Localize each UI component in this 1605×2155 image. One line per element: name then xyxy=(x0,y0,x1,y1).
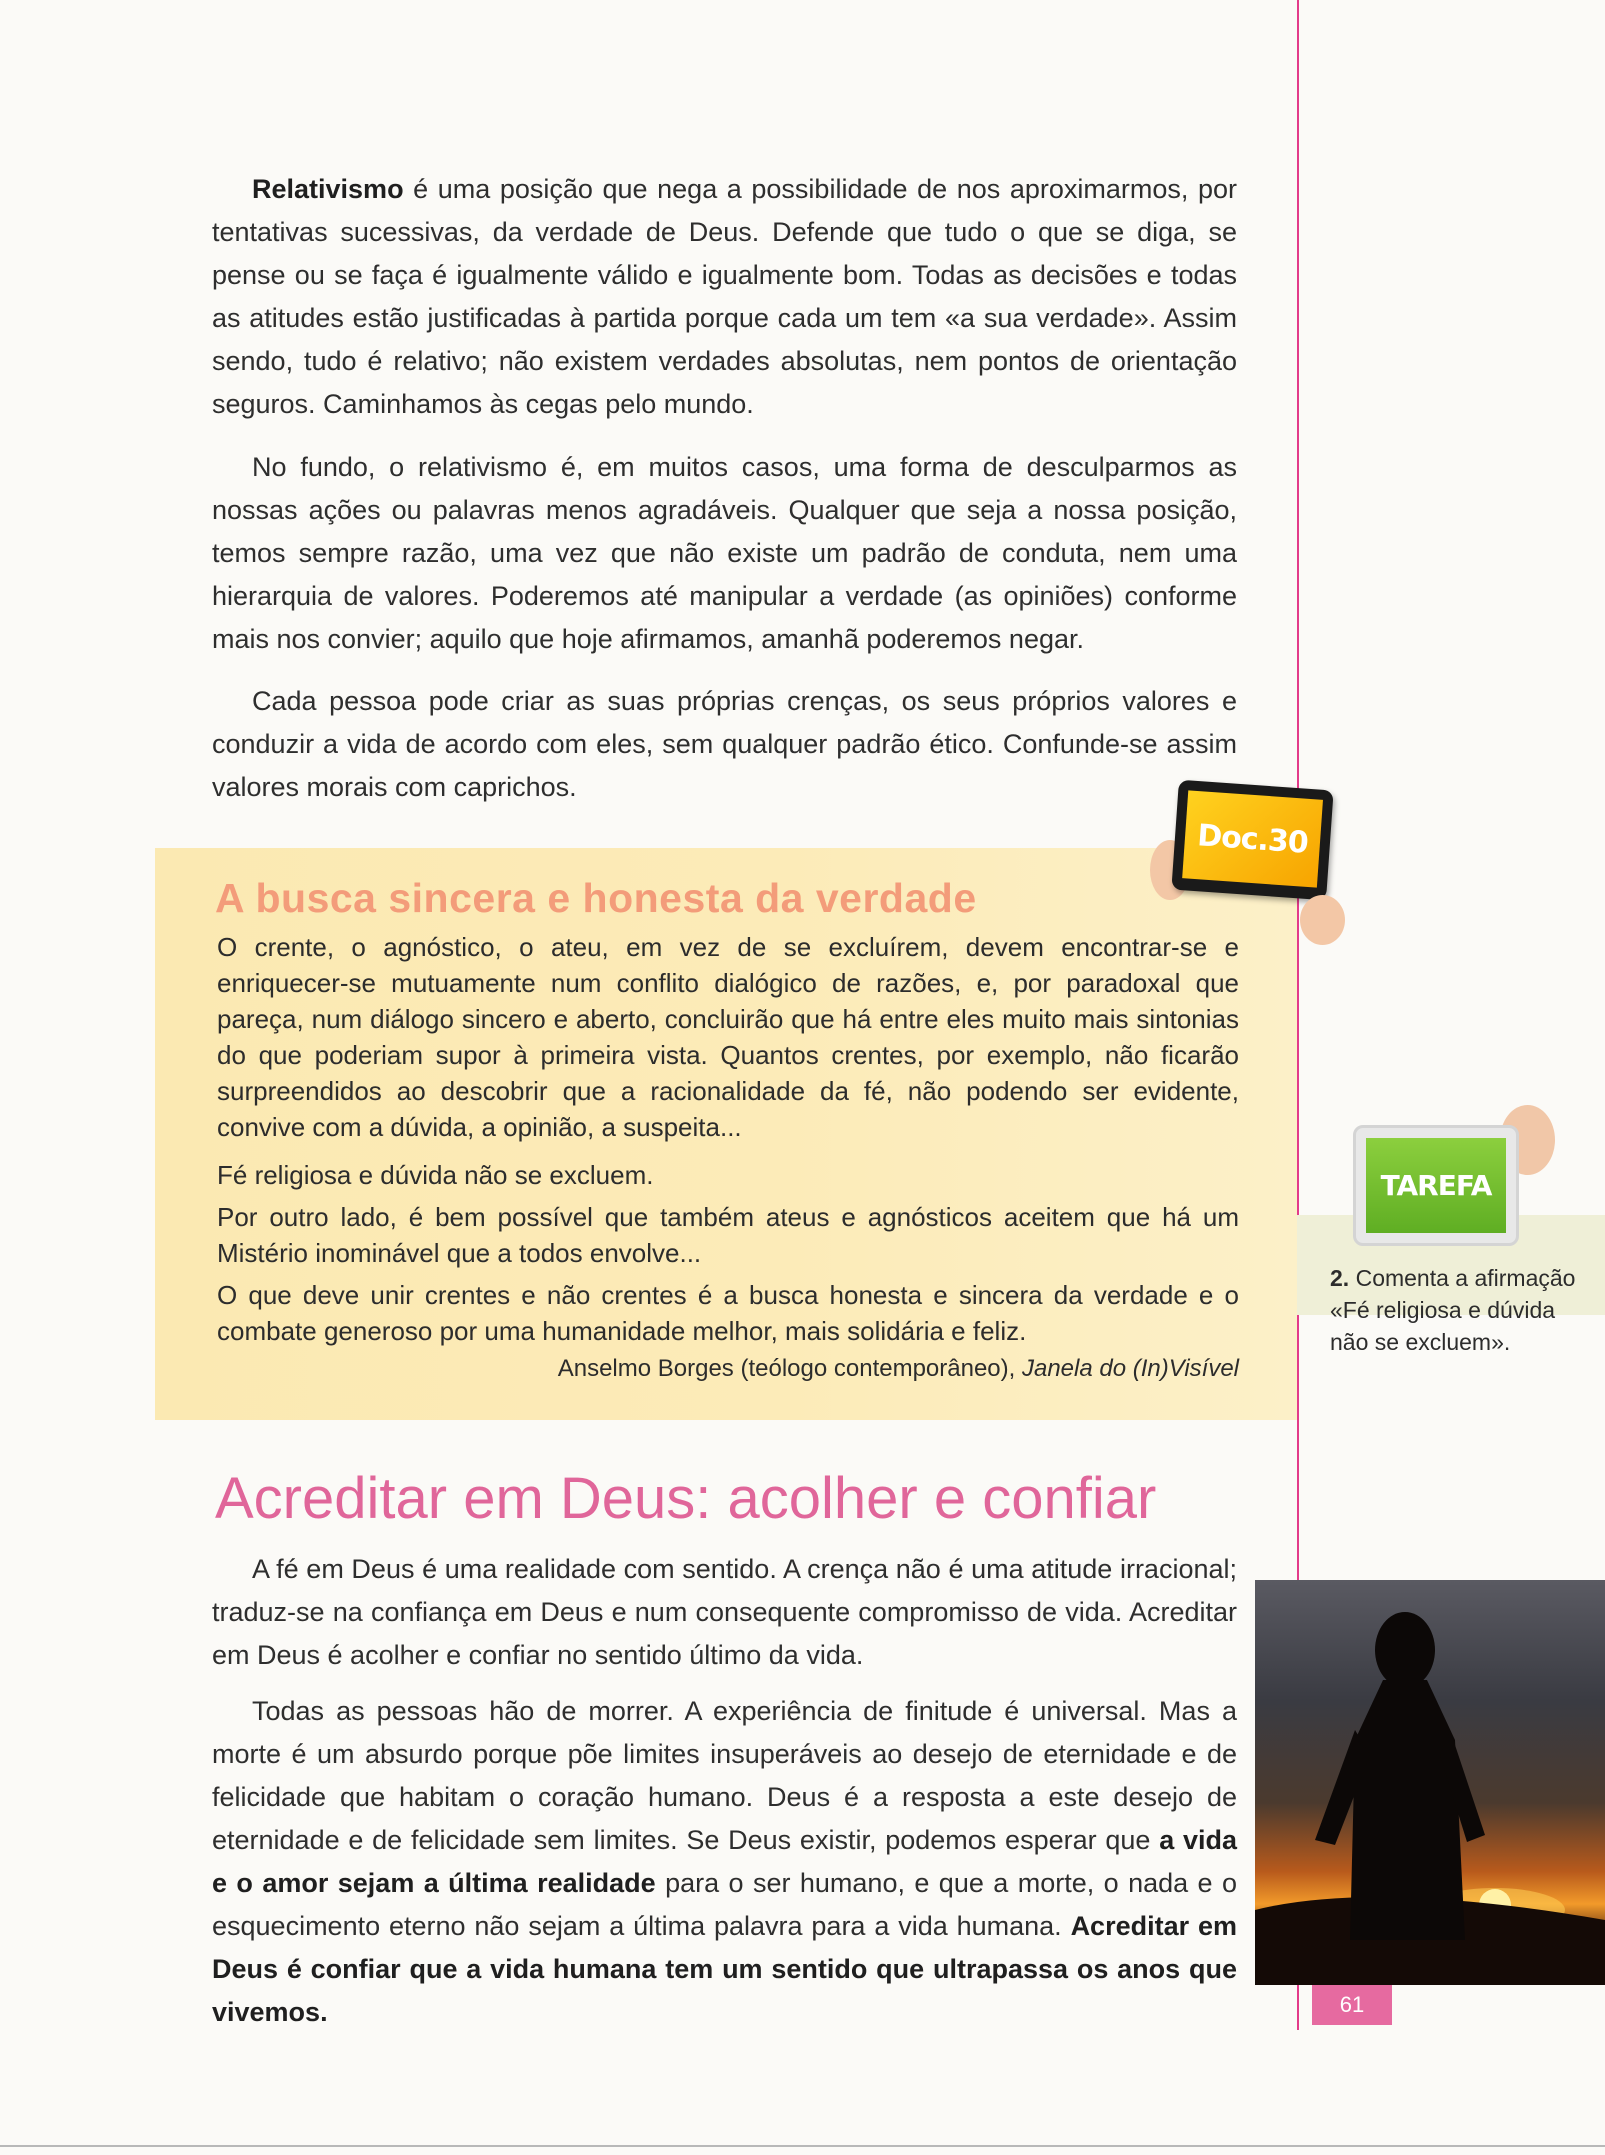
source-author: Anselmo Borges (teólogo contemporâneo), xyxy=(557,1355,1022,1382)
hand-right xyxy=(1300,895,1345,945)
tarefa-question-text: Comenta a afirmação «Fé religiosa e dúvida não se excluem». xyxy=(1330,1265,1576,1355)
section-title: Acreditar em Deus: acolher e confiar xyxy=(215,1466,1157,1531)
finitude-paragraph xyxy=(212,1690,1237,2034)
document-source xyxy=(217,1355,1239,1383)
silhouette-graphic xyxy=(1255,1580,1605,1985)
document-paragraph-3: Por outro lado, é bem possível que também ateus e agnósticos aceitem que há um Mistério inominável que a todos envolve... xyxy=(217,1202,1239,1268)
document-title: A busca sincera e honesta da verdade xyxy=(215,875,977,921)
tarefa-number: 2. xyxy=(1330,1265,1350,1291)
relativism-excuse-paragraph: No fundo, o relativismo é, em muitos casos, uma forma de desculparmos as nossas ações ou palavras menos agradáveis. Qualquer que seja a nossa posição, temos sempre razão, uma vez que não existe um padrão de conduta, nem uma hierarquia de valores. Poderemos até manipular a verdade (as opiniões) conforme mais nos convier; aquilo que hoje afirmamos, amanhã poderemos negar. xyxy=(212,452,1237,654)
document-paragraph-1: O crente, o agnóstico, o ateu, em vez de se excluírem, devem encontrar-se e enriquecer-se mutuamente num conflito dialógico de razões, e, por paradoxal que pareça, num diálogo sincero e aberto, concluirão que há entre eles muito mais sintonias do que poderiam supor à primeira vista. Quantos crentes, por exemplo, não ficarão surpreendidos ao descobrir que a racionalidade da fé, não podendo ser evidente, convive com a dúvida, a opinião, a suspeita... xyxy=(217,932,1239,1142)
personal-beliefs-paragraph: Cada pessoa pode criar as suas próprias crenças, os seus próprios valores e conduzir a vida de acordo com eles, sem qualquer padrão ético. Confunde-se assim valores morais com caprichos. xyxy=(212,686,1237,802)
finitude-text-a: Todas as pessoas hão de morrer. A experiência de finitude é universal. Mas a morte é um absurdo porque põe limites insuperáveis ao desejo de eternidade e de felicidade que habitam o coração humano. Deus é a resposta a este desejo de eternidade e de felicidade sem limites. Se Deus existir, podemos esperar que xyxy=(212,1696,1237,1855)
relativism-term: Relativismo xyxy=(252,174,404,204)
document-paragraph-4: O que deve unir crentes e não crentes é a busca honesta e sincera da verdade e o combate generoso por uma humanidade melhor, mais solidária e feliz. xyxy=(217,1280,1239,1346)
faith-paragraph: A fé em Deus é uma realidade com sentido. A crença não é uma atitude irracional; traduz-se na confiança em Deus e num consequente compromisso de vida. Acreditar em Deus é acolher e confiar no sentido último da vida. xyxy=(212,1554,1237,1670)
tarefa-tablet-icon xyxy=(1353,1125,1519,1246)
doc-badge: Doc.30 xyxy=(1182,790,1323,887)
tarefa-badge: TAREFA xyxy=(1366,1138,1506,1233)
finitude-bold-1: a vida e o amor sejam a última realidade xyxy=(212,1825,1237,1898)
sunset-silhouette-photo xyxy=(1255,1580,1605,1985)
finitude-bold-2: Acreditar em Deus é confiar que a vida humana tem um sentido que ultrapassa os anos que vivemos. xyxy=(212,1911,1238,2027)
source-work: Janela do (In)Visível xyxy=(1021,1355,1239,1382)
finitude-text-c: para o ser humano, e que a morte, o nada e o esquecimento eterno não sejam a última palavra para a vida humana. xyxy=(212,1868,1237,1941)
relativism-paragraph xyxy=(212,168,1237,426)
relativism-definition: é uma posição que nega a possibilidade de nos aproximarmos, por tentativas sucessivas, da verdade de Deus. Defende que tudo o que se diga, se pense ou se faça é igualmente válido e igualmente bom. Todas as decisões e todas as atitudes estão justificadas à partida porque cada um tem «a sua verdade». Assim sendo, tudo é relativo; não existem verdades absolutas, nem pontos de orientação seguros. Caminhamos às cegas pelo mundo. xyxy=(212,174,1237,419)
document-paragraph-2: Fé religiosa e dúvida não se excluem. xyxy=(217,1160,654,1190)
tarefa-question xyxy=(1330,1262,1595,1358)
page-number: 61 xyxy=(1312,1985,1392,2025)
bottom-rule xyxy=(0,2145,1605,2147)
doc-tablet-icon xyxy=(1171,780,1333,901)
